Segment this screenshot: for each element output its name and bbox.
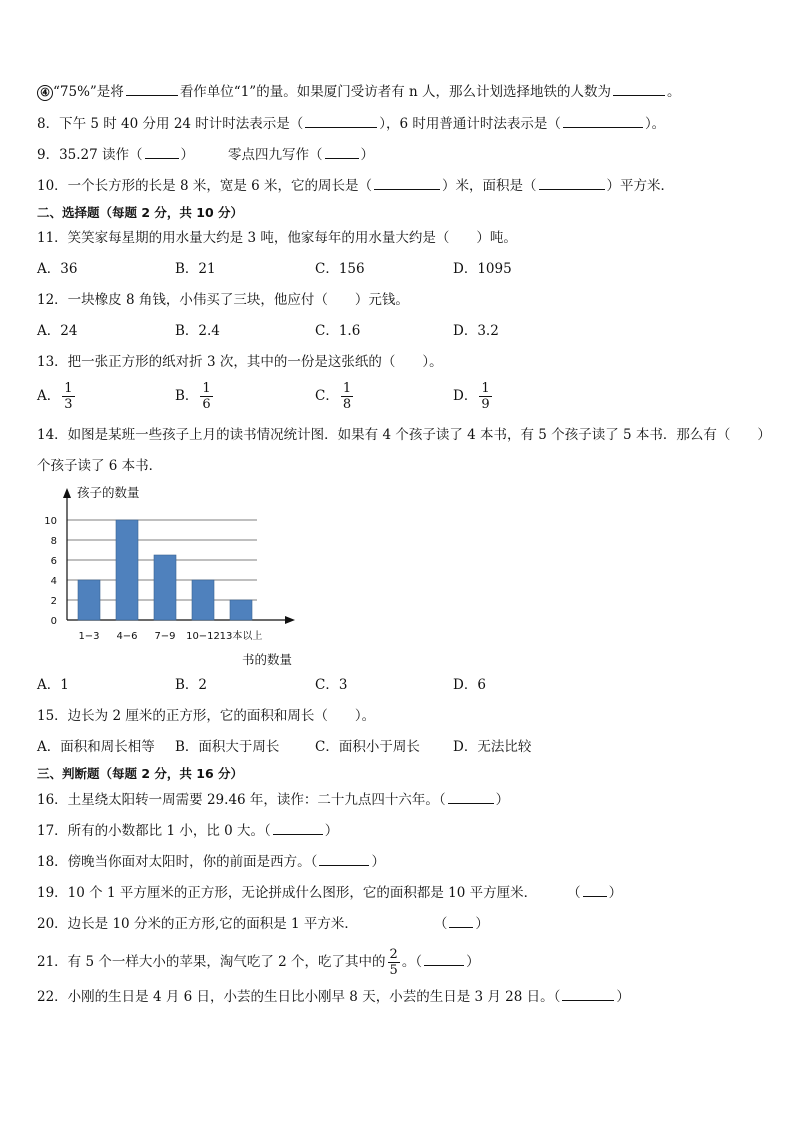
- option-c[interactable]: C．156: [315, 261, 365, 277]
- fraction: $\frac{1}{8}$: [342, 381, 352, 412]
- question-7-tail: ④ “75%”是将 看作单位“1”的量。如果厦门受访者有 n 人，那么计划选择地铁的人数为 。: [37, 81, 680, 102]
- y-tick-label: 8: [50, 536, 57, 547]
- option-a[interactable]: A．24: [37, 323, 78, 339]
- option-d[interactable]: D．1095: [453, 261, 512, 277]
- question-9: 9．35.27 读作（ ） 零点四九写作（ ）: [37, 144, 374, 165]
- reading-bar-chart: [35, 480, 305, 670]
- question-14-line1: 14．如图是某班一些孩子上月的读书情况统计图．如果有 4 个孩子读了 4 本书，有 5 个孩子读了 5 本书．那么有（ ）: [37, 427, 771, 443]
- option-b[interactable]: B．面积大于周长: [175, 739, 280, 755]
- x-tick-label: 7−9: [154, 631, 176, 642]
- x-tick-label: 1−3: [78, 631, 100, 642]
- y-tick-label: 4: [50, 576, 57, 587]
- y-tick-label: 2: [50, 596, 57, 607]
- x-tick-label: 10−12: [186, 631, 220, 642]
- fraction: $\frac{1}{9}$: [481, 381, 490, 412]
- answer-blank[interactable]: [449, 913, 473, 928]
- option-d[interactable]: D．6: [453, 677, 486, 693]
- y-axis-label: 孩子的数量: [77, 485, 140, 500]
- x-tick-label: 4−6: [116, 631, 138, 642]
- option-a[interactable]: A．1: [37, 677, 69, 693]
- answer-blank[interactable]: [374, 175, 440, 190]
- y-tick-label: 6: [50, 556, 57, 567]
- answer-blank[interactable]: [448, 789, 494, 804]
- answer-blank[interactable]: [145, 144, 179, 159]
- x-tick-label: 13本以上: [219, 631, 263, 642]
- option-b[interactable]: B．2: [175, 677, 208, 693]
- option-b[interactable]: B．2.4: [175, 323, 220, 339]
- question-18: 18．傍晚当你面对太阳时，你的前面是西方。（ ）: [37, 851, 385, 872]
- y-tick-label: 0: [50, 616, 57, 627]
- option-a[interactable]: A． $\frac{1}{3}$: [37, 381, 73, 412]
- answer-blank[interactable]: [325, 144, 359, 159]
- answer-blank[interactable]: [126, 81, 178, 96]
- question-13-stem: 13．把一张正方形的纸对折 3 次，其中的一份是这张纸的（ ）。: [37, 354, 443, 370]
- answer-blank[interactable]: [424, 951, 464, 966]
- question-11-stem: 11．笑笑家每星期的用水量大约是 3 吨，他家每年的用水量大约是（ ）吨。: [37, 230, 517, 246]
- question-10: 10．一个长方形的长是 8 米，宽是 6 米，它的周长是（ ）米，面积是（ ）平方米．: [37, 175, 674, 196]
- option-d[interactable]: D．3.2: [453, 323, 499, 339]
- question-15-stem: 15．边长为 2 厘米的正方形，它的面积和周长（ ）。: [37, 708, 376, 724]
- fraction: $\frac{2}{5}$: [389, 947, 398, 978]
- option-c[interactable]: C．面积小于周长: [315, 739, 420, 755]
- answer-blank[interactable]: [562, 986, 614, 1001]
- x-axis-arrow: [285, 616, 295, 624]
- question-20: 20．边长是 10 分米的正方形,它的面积是 1 平方米． （ ）: [37, 913, 489, 934]
- question-21: 21．有 5 个一样大小的苹果，淘气吃了 2 个，吃了其中的 $\frac{2}{5}$ 。（ ）: [37, 947, 480, 978]
- option-d[interactable]: D．无法比较: [453, 739, 532, 755]
- answer-blank[interactable]: [273, 820, 323, 835]
- question-19: 19．10 个 1 平方厘米的正方形，无论拼成什么图形，它的面积都是 10 平方厘米． （ ）: [37, 882, 622, 903]
- fraction: $\frac{1}{3}$: [64, 381, 73, 412]
- answer-blank[interactable]: [613, 81, 665, 96]
- option-b[interactable]: B． $\frac{1}{6}$: [175, 381, 211, 412]
- question-8: 8．下午 5 时 40 分用 24 时计时法表示是（ ），6 时用普通计时法表示是（ ）。: [37, 113, 665, 134]
- option-a[interactable]: A．36: [37, 261, 78, 277]
- answer-blank[interactable]: [583, 882, 607, 897]
- question-22: 22．小刚的生日是 4 月 6 日，小芸的生日比小刚早 8 天，小芸的生日是 3 月 28 日。（ ）: [37, 986, 630, 1007]
- fraction: $\frac{1}{6}$: [202, 381, 211, 412]
- bar: [192, 580, 214, 620]
- bar: [78, 580, 100, 620]
- answer-blank[interactable]: [539, 175, 605, 190]
- question-16: 16．土星绕太阳转一周需要 29.46 年，读作：二十九点四十六年。（ ）: [37, 789, 509, 810]
- circled-number: ④: [37, 85, 53, 101]
- bar: [154, 555, 176, 620]
- question-17: 17．所有的小数都比 1 小，比 0 大。（ ）: [37, 820, 338, 841]
- y-tick-label: 10: [44, 516, 57, 527]
- option-c[interactable]: C．1.6: [315, 323, 361, 339]
- option-c[interactable]: C．3: [315, 677, 348, 693]
- option-d[interactable]: D． $\frac{1}{9}$: [453, 381, 490, 412]
- section-3-heading: 三、判断题（每题 2 分，共 16 分）: [37, 766, 244, 781]
- bar: [230, 600, 252, 620]
- answer-blank[interactable]: [319, 851, 369, 866]
- option-b[interactable]: B．21: [175, 261, 216, 277]
- question-14-line2: 个孩子读了 6 本书．: [37, 458, 163, 474]
- bar: [116, 520, 138, 620]
- answer-blank[interactable]: [305, 113, 377, 128]
- option-c[interactable]: C． $\frac{1}{8}$: [315, 381, 352, 412]
- x-axis-label: 书的数量: [241, 652, 293, 667]
- y-axis-arrow: [63, 488, 71, 498]
- question-12-stem: 12．一块橡皮 8 角钱，小伟买了三块，他应付（ ）元钱。: [37, 292, 409, 308]
- answer-blank[interactable]: [563, 113, 643, 128]
- section-2-heading: 二、选择题（每题 2 分，共 10 分）: [37, 205, 244, 220]
- option-a[interactable]: A．面积和周长相等: [37, 739, 155, 755]
